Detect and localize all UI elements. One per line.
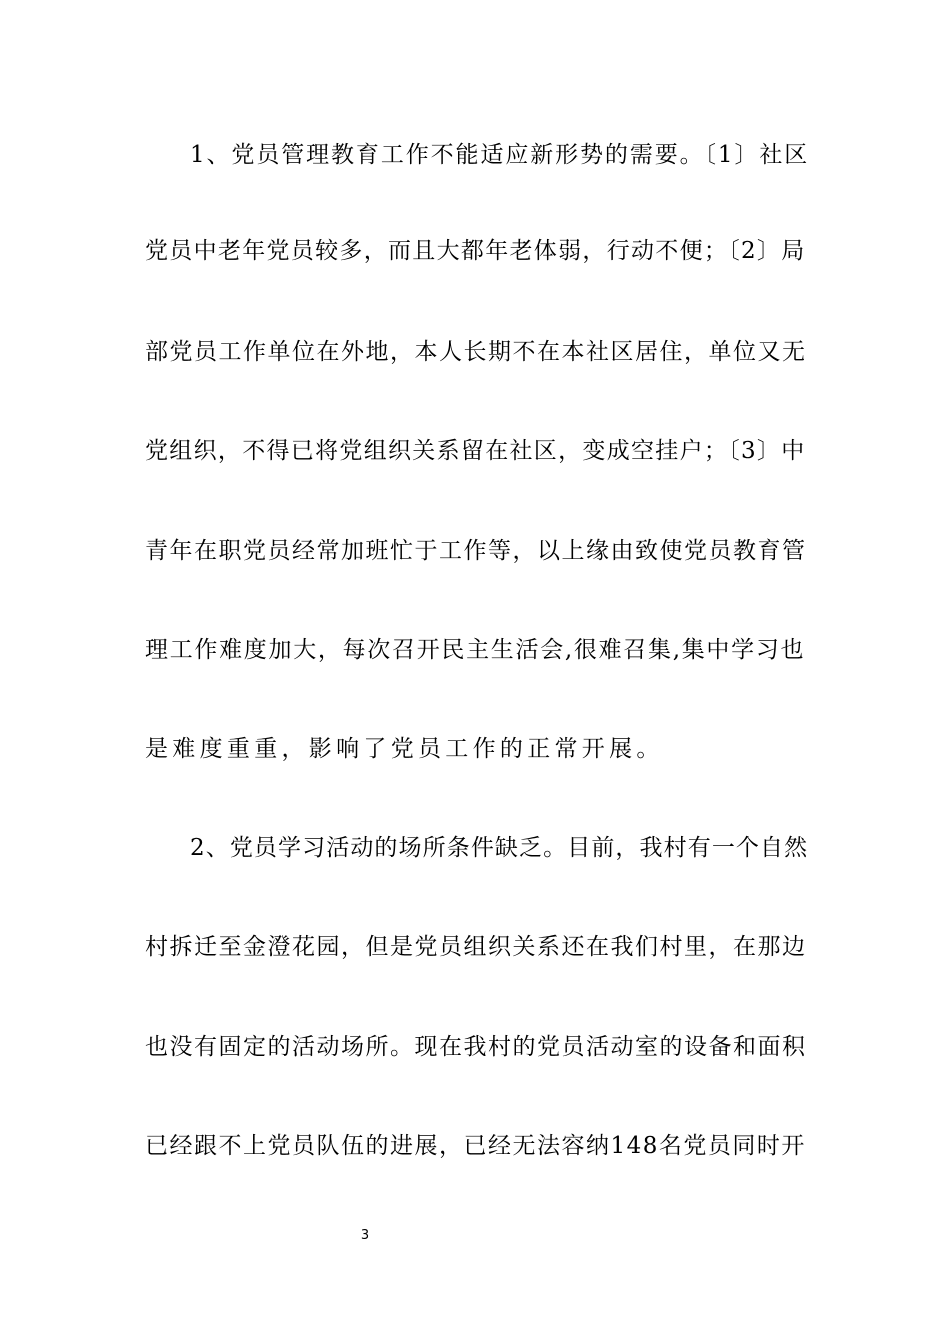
text-line: 部党员工作单位在外地，本人长期不在本社区居住，单位又无 [145, 339, 807, 365]
text-line: 青年在职党员经常加班忙于工作等，以上缘由致使党员教育管 [145, 538, 807, 564]
text-line: 村拆迁至金澄花园，但是党员组织关系还在我们村里，在那边 [145, 934, 807, 960]
text-line: 党组织，不得已将党组织关系留在社区，变成空挂户；〔3〕中 [145, 438, 806, 464]
text-line: 理工作难度加大，每次召开民主生活会,很难召集,集中学习也 [145, 637, 806, 663]
text-line: 1、党员管理教育工作不能适应新形势的需要。〔1〕社区 [190, 142, 810, 168]
text-line: 2、党员学习活动的场所条件缺乏。目前，我村有一个自然 [190, 835, 809, 861]
text-line: 已经跟不上党员队伍的进展，已经无法容纳148名党员同时开 [145, 1133, 806, 1159]
page-number: 3 [360, 1228, 370, 1243]
text-line: 党员中老年党员较多，而且大都年老体弱，行动不便；〔2〕局 [145, 238, 806, 264]
text-line: 也没有固定的活动场所。现在我村的党员活动室的设备和面积 [145, 1034, 807, 1060]
text-line: 是难度重重，影响了党员工作的正常开展。 [145, 736, 664, 762]
